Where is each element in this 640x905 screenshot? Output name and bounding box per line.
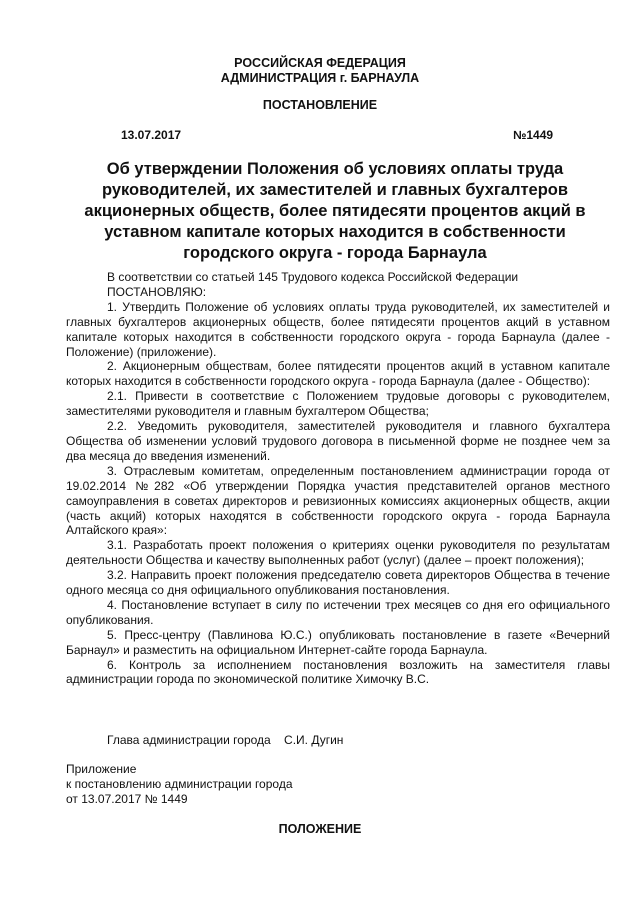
signature-line: Глава администрации города С.И. Дугин	[107, 733, 344, 747]
authority-heading: АДМИНИСТРАЦИЯ г. БАРНАУЛА	[220, 71, 420, 85]
paragraph-1: 1. Утвердить Положение об условиях оплаты труда руководителей, их заместителей и главных бухгалтеров акционерных обществ, более пятидесяти процентов акций в уставном капитале которых находится в собственности городского округа - города Барнаула (далее - Положение) (приложение).	[66, 299, 610, 359]
paragraph-5: 5. Пресс-центру (Павлинова Ю.С.) опубликовать постановление в газете «Вечерний Барнаул» и разместить на официальном Интернет-сайте города Барнаула.	[66, 627, 610, 657]
appendix-source: к постановлению администрации города	[66, 776, 293, 791]
section-title: ПОЛОЖЕНИЕ	[278, 822, 362, 836]
document-type-heading: ПОСТАНОВЛЕНИЕ	[262, 98, 378, 112]
paragraph-3-2: 3.2. Направить проект положения председателю совета директоров Общества в течение одного месяца со дня официального опубликования постановления.	[66, 568, 610, 598]
paragraph-2: 2. Акционерным обществам, более пятидесяти процентов акций в уставном капитале которых находится в собственности городского округа - города Барнаула (далее - Общество):	[66, 359, 610, 389]
paragraph-3-1: 3.1. Разработать проект положения о критериях оценки руководителя по результатам деятельности Общества и качеству выполненных работ (услуг) (далее – проект положения);	[66, 538, 610, 568]
decree-word: ПОСТАНОВЛЯЮ:	[107, 284, 207, 299]
paragraph-2-1: 2.1. Привести в соответствие с Положением трудовые договоры с руководителем, заместителями руководителя и главным бухгалтером Общества;	[66, 389, 610, 419]
document-date: 13.07.2017	[121, 128, 182, 142]
document-title: Об утверждении Положения об условиях оплаты труда руководителей, их заместителей и главных бухгалтеров акционерных обществ, более пятидесяти процентов акций в уставном капитале которых находится в собственности городского округа - города Барнаула	[84, 160, 586, 262]
appendix-label: Приложение	[66, 762, 137, 776]
appendix-reference	[66, 762, 293, 807]
country-heading: РОССИЙСКАЯ ФЕДЕРАЦИЯ	[234, 56, 406, 70]
paragraph-3: 3. Отраслевым комитетам, определенным постановлением администрации города от 19.02.2014 №282 «Об утверждении Порядка участия представителей органов местного самоуправления в советах директоров и ревизионных комиссиях акционерных обществ, акции (часть акций) которых находятся в собственности городского округа - города Барнаула Алтайского края»:	[66, 463, 610, 538]
document-number: №1449	[513, 128, 554, 142]
paragraph-4: 4. Постановление вступает в силу по истечении трех месяцев со дня его официального опубликования.	[66, 597, 610, 627]
document-body	[66, 270, 610, 687]
paragraph-2-2: 2.2. Уведомить руководителя, заместителей руководителя и главного бухгалтера Общества об изменении условий трудового договора в письменной форме не позднее чем за два месяца до введения изменений.	[66, 419, 610, 463]
intro-paragraph: В соответствии со статьей 145 Трудового кодекса Российской Федерации	[107, 270, 519, 284]
appendix-date: от 13.07.2017 № 1449	[66, 791, 188, 806]
paragraph-6: 6. Контроль за исполнением постановления возложить на заместителя главы администрации города по экономической политике Химочку В.С.	[66, 657, 610, 687]
